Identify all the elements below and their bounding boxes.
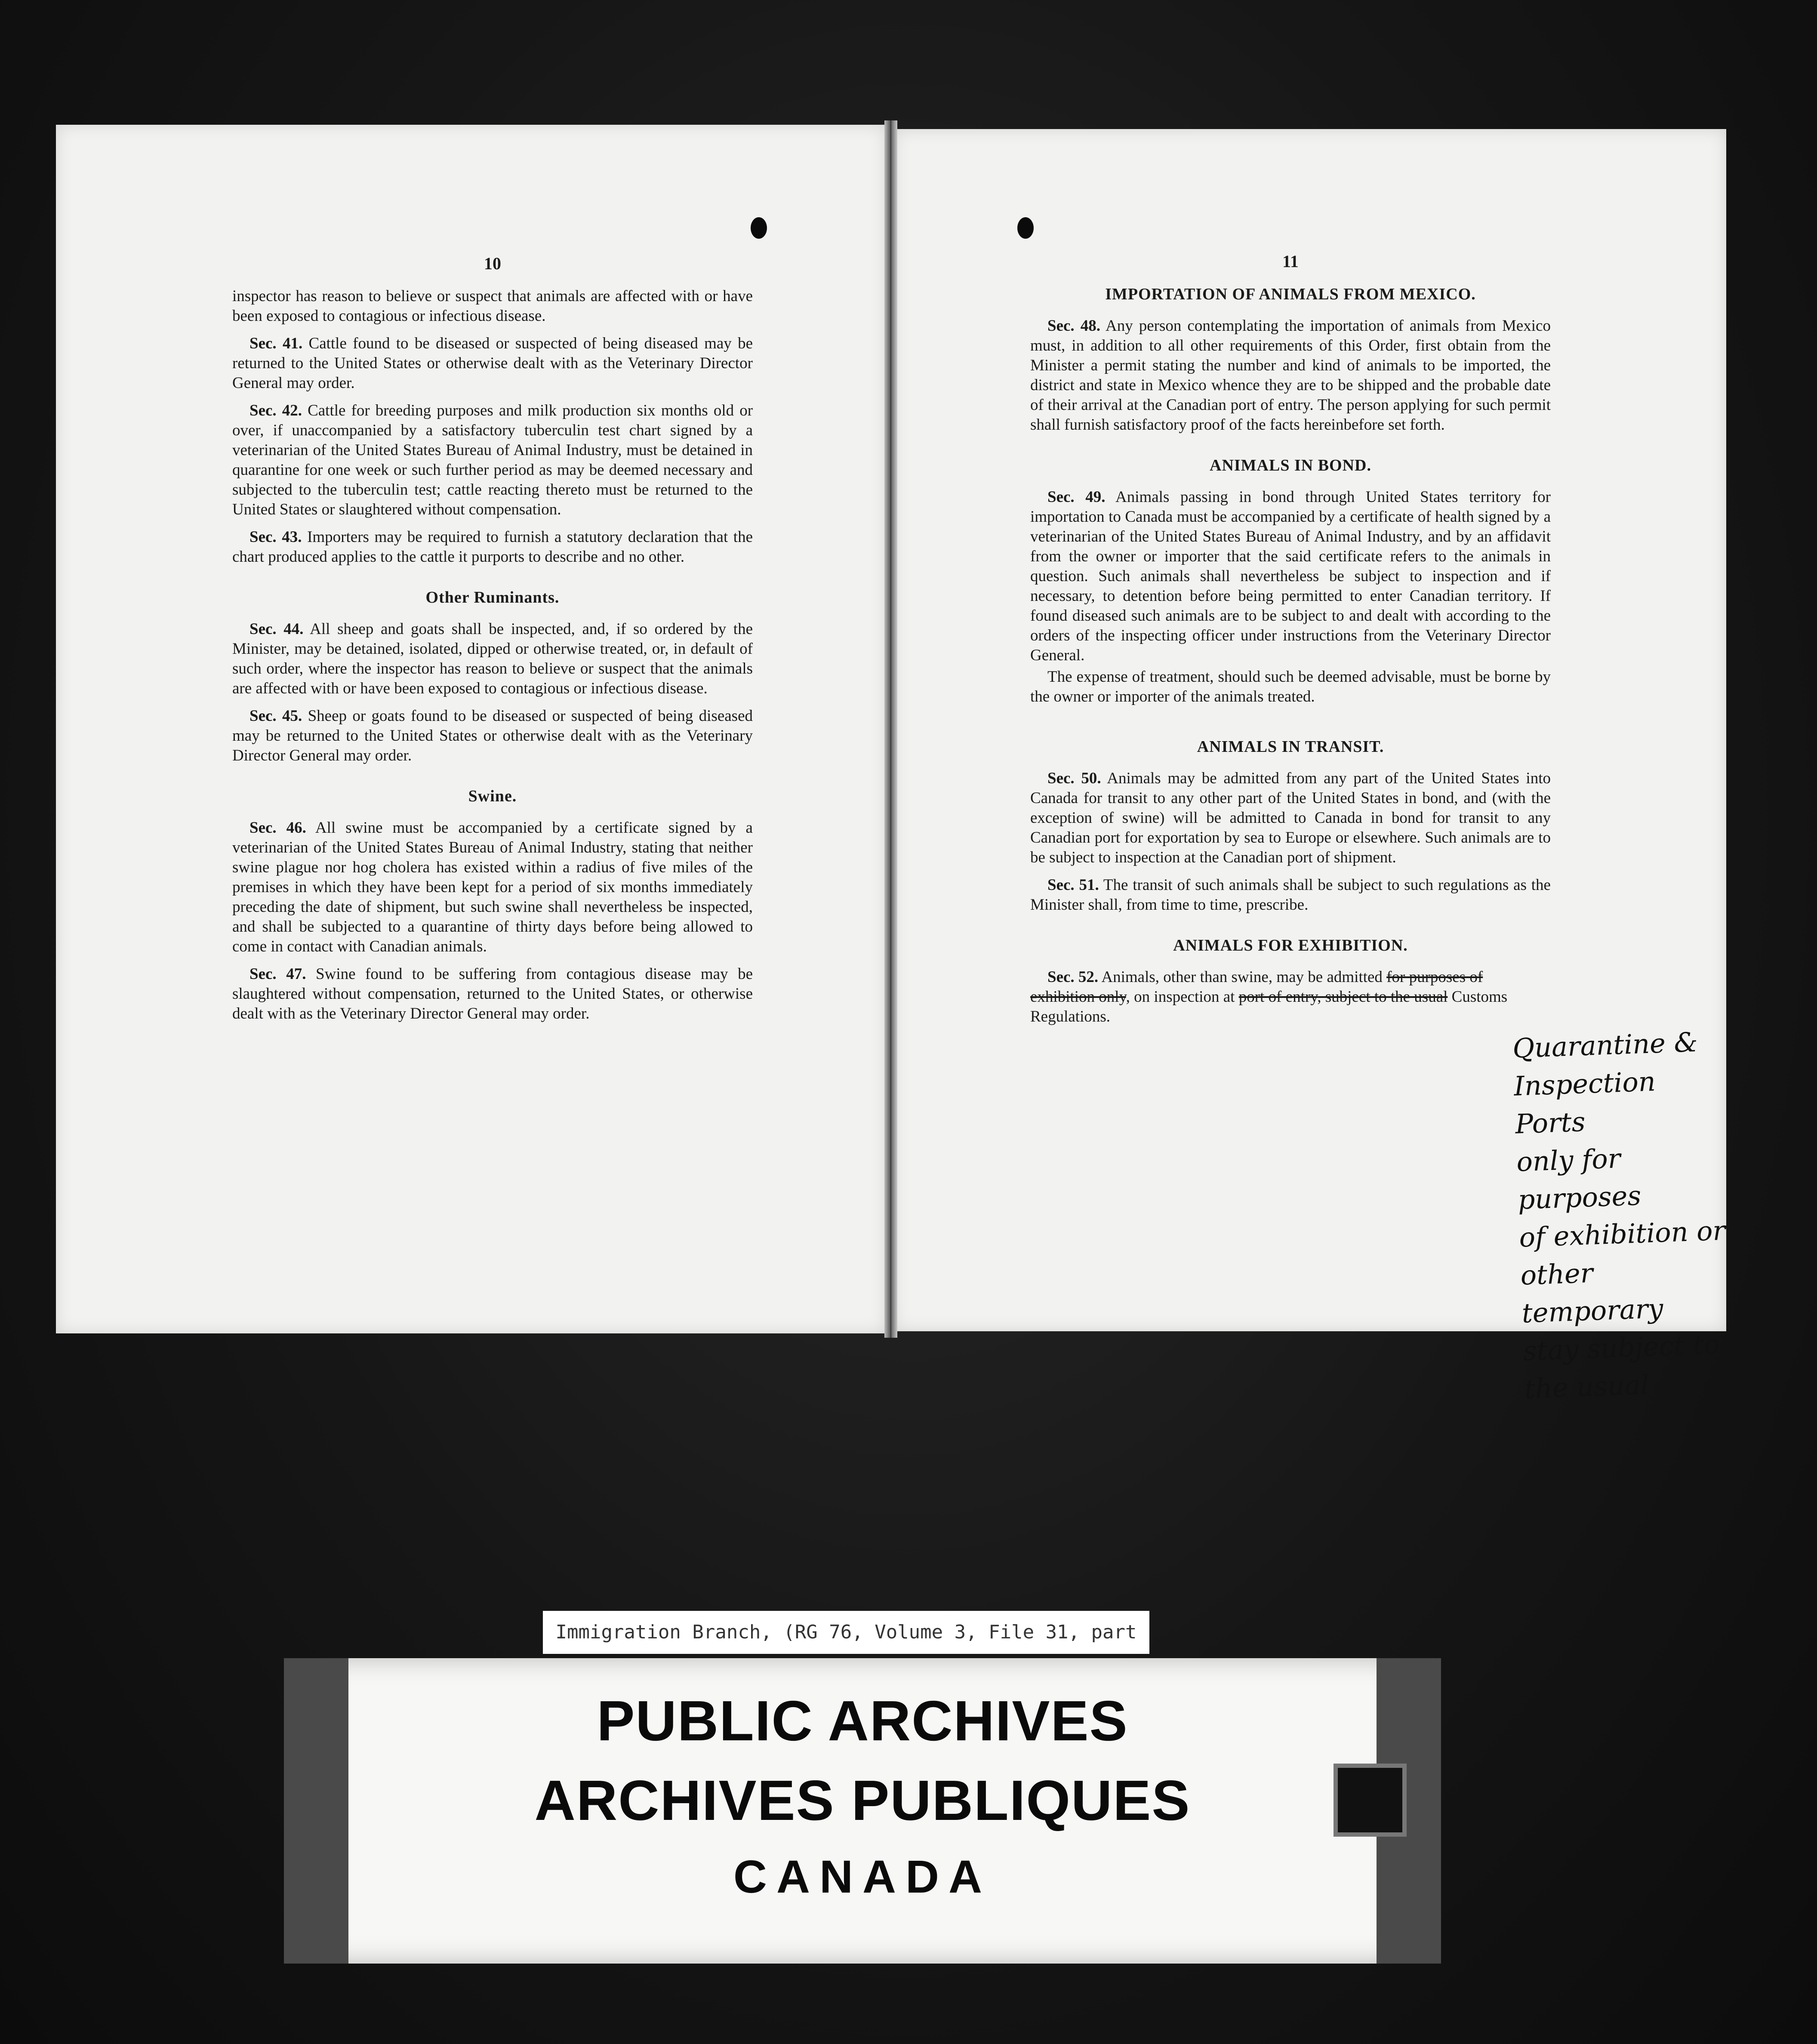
section-number: Sec. 44. [249, 620, 304, 638]
section-47 [232, 964, 753, 1024]
section-41 [232, 334, 753, 393]
section-number: Sec. 51. [1047, 876, 1099, 894]
section-43 [232, 527, 753, 567]
binding-hole-right [1017, 217, 1034, 239]
binding-hole-left [751, 217, 767, 239]
section-45 [232, 706, 753, 766]
section-42 [232, 401, 753, 520]
section-number: Sec. 48. [1047, 317, 1100, 335]
heading-importation-mexico: IMPORTATION OF ANIMALS FROM MEXICO. [1105, 285, 1476, 303]
section-text: All sheep and goats shall be inspected, and, if so ordered by the Minister, may be detained, isolated, dipped or otherwise treated, or, in default of such order, where the inspector has reason to believe or suspect that the animals are affected with or have been exposed to contagious or infectious disease. [232, 620, 753, 697]
archive-title-fr: ARCHIVES PUBLIQUES [534, 1769, 1191, 1832]
section-49 [1030, 487, 1551, 665]
section-text: Importers may be required to furnish a statutory declaration that the chart produced applies to the cattle it purports to describe and no other. [232, 528, 753, 566]
left-page-text [232, 254, 753, 1031]
section-text: Animals passing in bond through United States territory for importation to Canada must be accompanied by a certificate of health signed by a veterinarian of the United States Bureau of Animal Industry, and by an affidavit from the owner or importer that the said certificate refers to the animals in question. Such animals shall nevertheless be subject to inspection and if necessary, to detention before being permitted to enter Canadian territory. If found diseased such animals are to be subject to and dealt with according to the orders of the inspecting officer under instructions from the Veterinary Director General. [1030, 488, 1551, 664]
section-number: Sec. 42. [249, 402, 302, 419]
section-50 [1030, 769, 1551, 868]
archive-title-en: PUBLIC ARCHIVES [597, 1689, 1128, 1752]
section-number: Sec. 52. [1047, 968, 1099, 986]
heading-swine: Swine. [468, 787, 517, 805]
page-number-left: 10 [484, 254, 501, 273]
heading-animals-in-bond: ANIMALS IN BOND. [1210, 456, 1371, 474]
right-page-text [1030, 252, 1551, 1034]
section-text: The transit of such animals shall be subject to such regulations as the Minister shall, from time to time, prescribe. [1030, 876, 1551, 914]
section-text: Any person contemplating the importation of animals from Mexico must, in addition to all other requirements of this Order, first obtain from the Minister a permit stating the number and kind of animals to be imported, the district and state in Mexico whence they are to be shipped and the probable date of their arrival at the Canadian port of entry. The person applying for such permit shall furnish satisfactory proof of the facts hereinbefore set forth. [1030, 317, 1551, 434]
section-51 [1030, 875, 1551, 915]
struck-text-a: for purposes of exhibition only [1030, 968, 1483, 1006]
book-gutter [884, 120, 897, 1338]
intro-paragraph: inspector has reason to believe or suspect that animals are affected with or have been exposed to contagious or infectious disease. [232, 287, 753, 325]
section-number: Sec. 46. [249, 819, 306, 837]
heading-other-ruminants: Other Ruminants. [425, 588, 560, 606]
struck-text-b: port of entry, subject to the usual [1238, 988, 1448, 1006]
handwritten-annotation: Quarantine & Inspection Ports only for purposes of exhibition or other temporary stay subject to the usual [1512, 1026, 1726, 1405]
section-number: Sec. 47. [249, 965, 306, 983]
section-text: Swine found to be suffering from contagious disease may be slaughtered without compensation, returned to the United States, or otherwise dealt with as the Veterinary Director General may order. [232, 965, 753, 1022]
section-number: Sec. 49. [1047, 488, 1106, 506]
section-49-note: The expense of treatment, should such be deemed advisable, must be borne by the owner or importer of the animals treated. [1030, 668, 1551, 705]
section-text: Cattle found to be diseased or suspected of being diseased may be returned to the United States or otherwise dealt with as the Veterinary Director General may order. [232, 335, 753, 392]
section-number: Sec. 43. [249, 528, 302, 546]
page-number-right: 11 [1282, 252, 1299, 271]
section-text-b: , on inspection at [1126, 988, 1235, 1006]
section-text-a: Animals, other than swine, may be admitted [1101, 968, 1383, 986]
archive-seal-icon [1333, 1764, 1407, 1837]
section-text: Animals may be admitted from any part of the United States into Canada for transit to any other part of the United States in bond, and (with the exception of swine) will be admitted to Canada in bond for transit to any Canadian port for exportation by sea to Europe or elsewhere. Such animals are to be subject to inspection at the Canadian port of shipment. [1030, 770, 1551, 866]
section-text: Cattle for breeding purposes and milk production six months old or over, if unaccompanied by a satisfactory tuberculin test chart signed by a veterinarian of the United States Bureau of Animal Industry, must be detained in quarantine for one week or such further period as may be deemed necessary and subjected to the tuberculin test; cattle reacting thereto must be returned to the United States or slaughtered without compensation. [232, 402, 753, 518]
heading-animals-in-transit: ANIMALS IN TRANSIT. [1197, 738, 1384, 756]
archive-card [284, 1658, 1441, 1964]
archive-country: CANADA [733, 1850, 992, 1902]
section-text: Sheep or goats found to be diseased or suspected of being diseased may be returned to the United States or otherwise dealt with as the Veterinary Director General may order. [232, 707, 753, 764]
section-text-c: Customs Regulations. [1030, 988, 1508, 1025]
section-number: Sec. 41. [249, 335, 303, 352]
section-48 [1030, 316, 1551, 435]
section-text: All swine must be accompanied by a certificate signed by a veterinarian of the United States Bureau of Animal Industry, stating that neither swine plague nor hog cholera has existed within a radius of five miles of the premises in which they have been kept for a period of six months immediately preceding the date of shipment, but such swine shall nevertheless be inspected, and shall be subjected to a quarantine of thirty days before being allowed to come in contact with Canadian animals. [232, 819, 753, 955]
section-number: Sec. 50. [1047, 770, 1101, 787]
section-52 [1030, 967, 1521, 1027]
section-46 [232, 818, 753, 957]
section-number: Sec. 45. [249, 707, 302, 725]
reference-label: Immigration Branch, (RG 76, Volume 3, File 31, part [543, 1611, 1149, 1654]
heading-animals-for-exhibition: ANIMALS FOR EXHIBITION. [1173, 936, 1408, 954]
section-44 [232, 619, 753, 699]
